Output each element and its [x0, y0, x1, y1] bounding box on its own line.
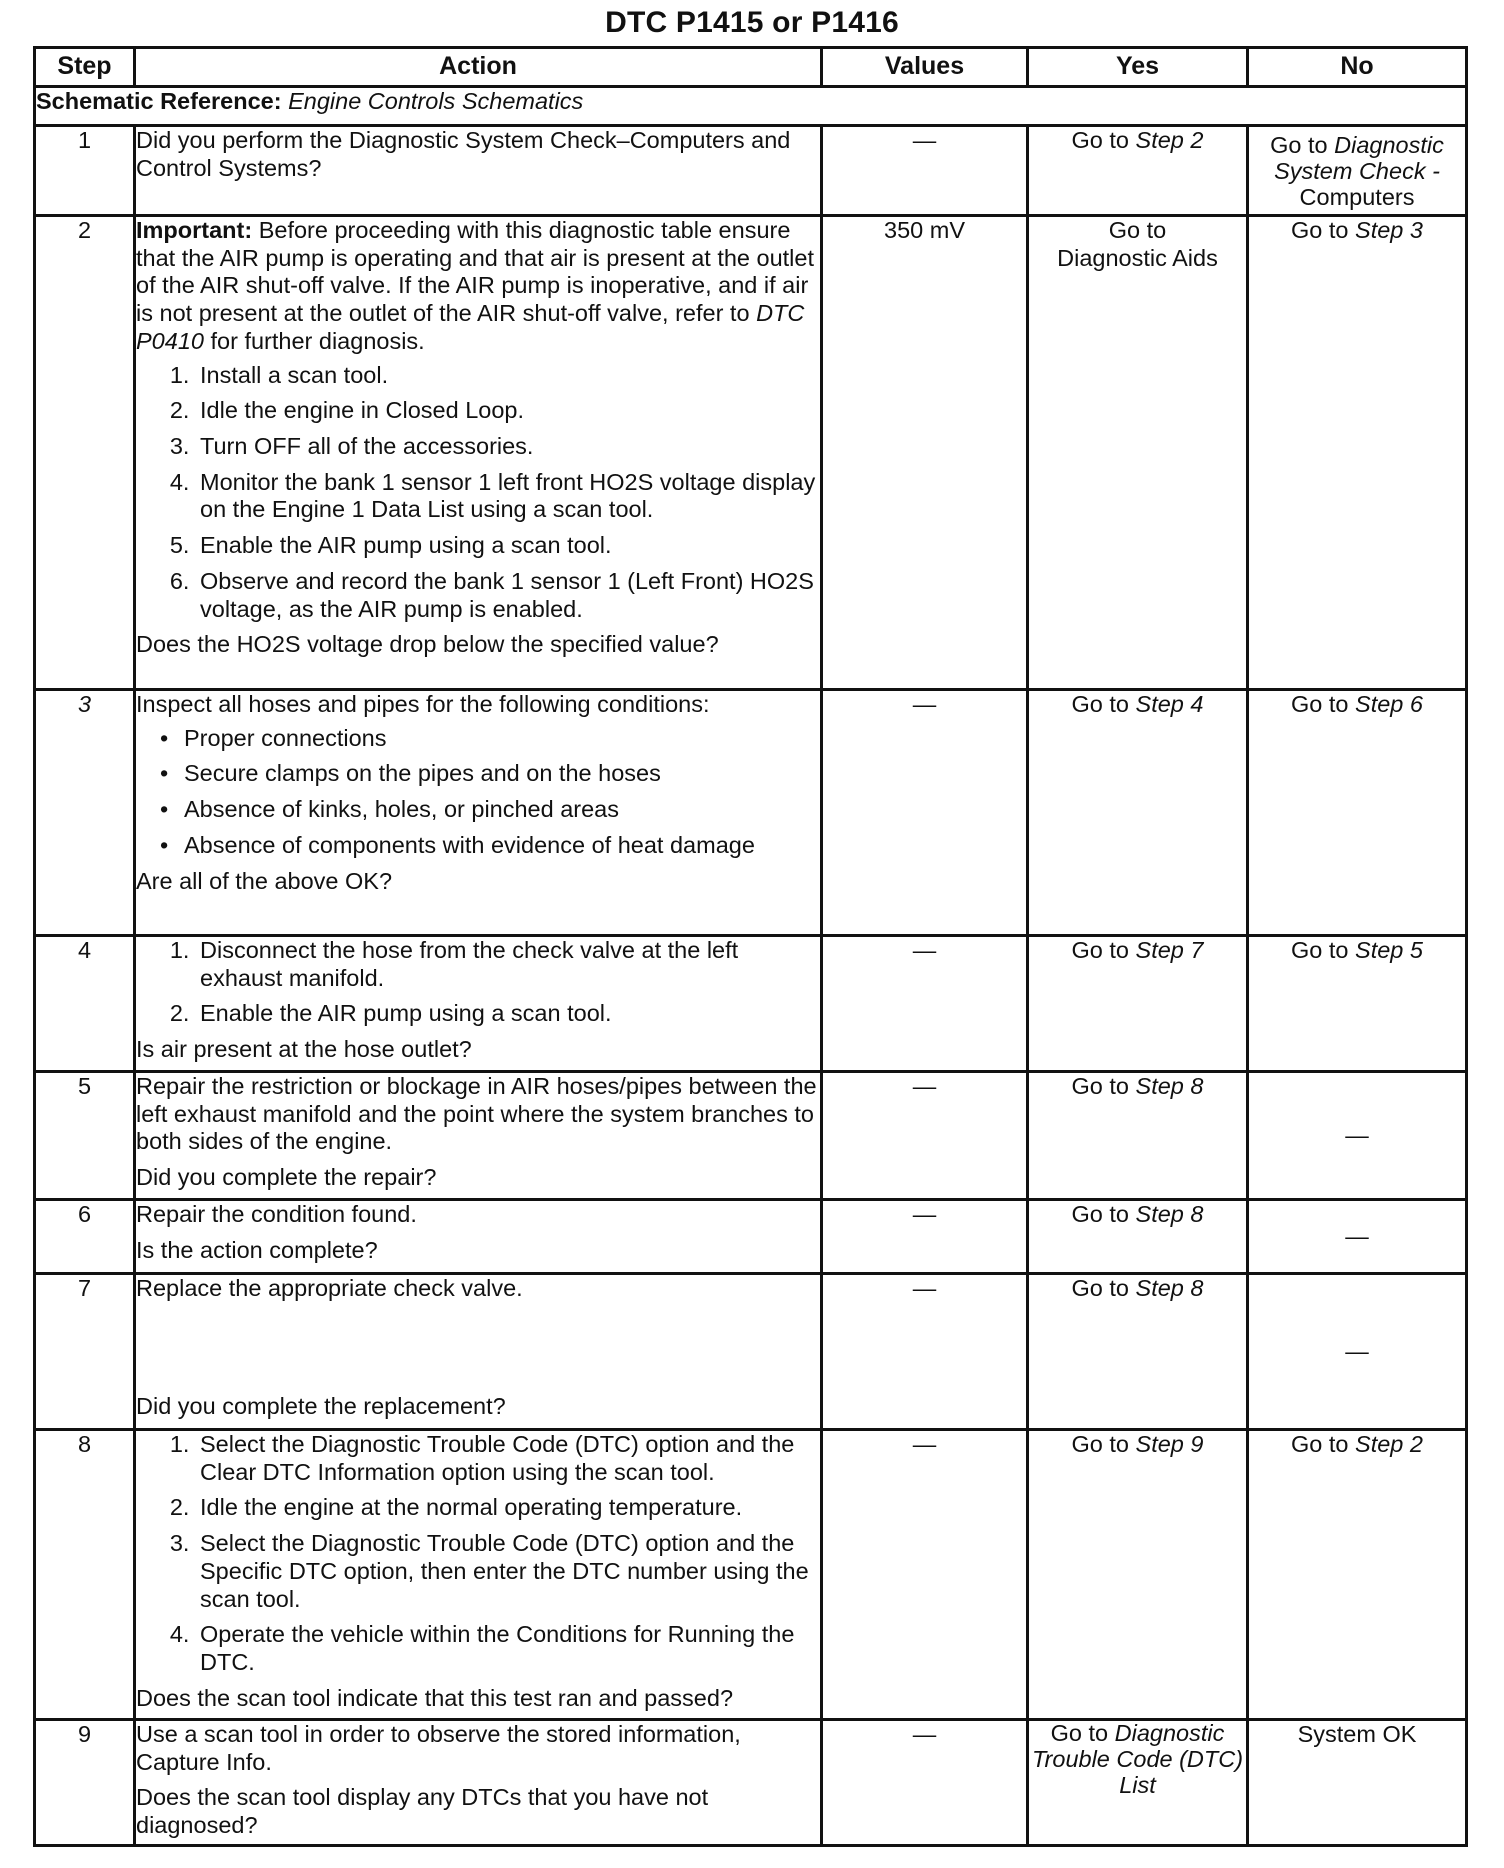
substep-list	[136, 1431, 820, 1677]
go-to-text: Go to	[1270, 132, 1328, 158]
no-cell: —	[1248, 1274, 1467, 1430]
no-link[interactable]: Step 5	[1355, 937, 1423, 963]
go-to-text: Go to	[1108, 217, 1167, 243]
list-item: 1. Install a scan tool.	[196, 362, 820, 390]
step-number: 4	[35, 936, 135, 1072]
condition-list	[136, 725, 820, 860]
list-item: • Absence of components with evidence of heat damage	[184, 832, 820, 860]
step-text: Repair the condition found.	[136, 1201, 417, 1227]
no-cell	[1248, 216, 1467, 690]
go-to-text: Go to	[1071, 1431, 1129, 1457]
step-action	[135, 1274, 822, 1430]
yes-cell	[1028, 1430, 1248, 1720]
step-question: Did you complete the replacement?	[136, 1393, 506, 1420]
no-cell: —	[1248, 1072, 1467, 1200]
no-link-suffix: Computers	[1299, 183, 1415, 210]
step-text: Repair the restriction or blockage in AIR hoses/pipes between the left exhaust manifold and the point where the system branches to both sides of the engine.	[136, 1073, 817, 1155]
header-action: Action	[135, 48, 822, 87]
step-number: 1	[35, 126, 135, 216]
step-action	[135, 126, 822, 216]
go-to-text: Go to	[1071, 1073, 1129, 1099]
step-action	[135, 1072, 822, 1200]
diagnostic-table	[33, 46, 1468, 1847]
table-row	[35, 1720, 1467, 1846]
substep-list	[136, 362, 820, 624]
dtc-p0410-link[interactable]: DTC P0410	[136, 300, 805, 354]
step-value: —	[822, 1720, 1028, 1846]
no-cell	[1248, 126, 1467, 216]
table-row	[35, 1200, 1467, 1274]
table-row	[35, 936, 1467, 1072]
yes-link[interactable]: Step 8	[1135, 1201, 1204, 1227]
list-item: 1. Select the Diagnostic Trouble Code (DTC) option and the Clear DTC Information option using the scan tool.	[196, 1431, 820, 1486]
step-number: 2	[35, 216, 135, 690]
step-value: 350 mV	[822, 216, 1028, 690]
important-text-end: for further diagnosis.	[210, 327, 425, 354]
header-row	[35, 48, 1467, 87]
step-intro: Inspect all hoses and pipes for the following conditions:	[136, 691, 710, 717]
table-row	[35, 216, 1467, 690]
step-question: Did you complete the repair?	[136, 1164, 437, 1191]
go-to-text: Go to	[1291, 937, 1349, 963]
schematic-reference	[35, 87, 1467, 126]
schematic-reference-link[interactable]: Engine Controls Schematics	[288, 88, 584, 114]
no-link[interactable]: Step 3	[1355, 217, 1423, 243]
yes-cell	[1028, 936, 1248, 1072]
step-action	[135, 216, 822, 690]
go-to-text: Go to	[1291, 691, 1349, 717]
no-cell: System OK	[1248, 1720, 1467, 1846]
list-item: 3. Select the Diagnostic Trouble Code (DTC) option and the Specific DTC option, then enter the DTC number using the scan tool.	[196, 1530, 820, 1613]
step-action	[135, 1200, 822, 1274]
table-row	[35, 1430, 1467, 1720]
go-to-text: Go to	[1291, 1431, 1349, 1457]
step-value: —	[822, 1274, 1028, 1430]
go-to-text: Go to	[1291, 217, 1349, 243]
step-value: —	[822, 1200, 1028, 1274]
yes-link[interactable]: Step 9	[1135, 1431, 1204, 1457]
table-row	[35, 690, 1467, 936]
step-question: Is air present at the hose outlet?	[136, 1036, 472, 1063]
header-no: No	[1248, 48, 1467, 87]
step-action	[135, 936, 822, 1072]
step-question: Does the scan tool indicate that this test ran and passed?	[136, 1684, 734, 1711]
go-to-text: Go to	[1071, 691, 1129, 717]
yes-link[interactable]: Step 4	[1135, 691, 1204, 717]
step-value: —	[822, 936, 1028, 1072]
yes-cell	[1028, 1200, 1248, 1274]
header-yes: Yes	[1028, 48, 1248, 87]
step-number: 6	[35, 1200, 135, 1274]
list-item: 5. Enable the AIR pump using a scan tool.	[196, 532, 820, 560]
step-text: Replace the appropriate check valve.	[136, 1275, 523, 1301]
go-to-text: Go to	[1071, 1275, 1129, 1301]
table-row	[35, 126, 1467, 216]
yes-cell	[1028, 216, 1248, 690]
table-row	[35, 1274, 1467, 1430]
step-question: Does the HO2S voltage drop below the specified value?	[136, 631, 719, 658]
list-item: 3. Turn OFF all of the accessories.	[196, 433, 820, 461]
yes-link[interactable]: Step 8	[1135, 1275, 1204, 1301]
go-to-text: Go to	[1071, 1201, 1129, 1227]
yes-cell	[1028, 690, 1248, 936]
no-link[interactable]: Step 6	[1355, 691, 1423, 717]
step-number: 3	[35, 690, 135, 936]
yes-link[interactable]: Step 8	[1135, 1073, 1204, 1099]
go-to-text: Go to	[1071, 937, 1129, 963]
important-note	[136, 217, 820, 356]
list-item: 2. Idle the engine at the normal operating temperature.	[196, 1494, 820, 1522]
table-row	[35, 1072, 1467, 1200]
step-action	[135, 690, 822, 936]
yes-cell	[1028, 1720, 1248, 1846]
header-step: Step	[35, 48, 135, 87]
yes-cell	[1028, 126, 1248, 216]
header-values: Values	[822, 48, 1028, 87]
yes-link[interactable]: Step 2	[1135, 127, 1204, 153]
step-value: —	[822, 126, 1028, 216]
list-item: 4. Monitor the bank 1 sensor 1 left front HO2S voltage display on the Engine 1 Data List using a scan tool.	[196, 469, 820, 524]
schematic-reference-label: Schematic Reference:	[36, 88, 282, 114]
step-action	[135, 1430, 822, 1720]
yes-link[interactable]: Diagnostic Aids	[1057, 244, 1218, 271]
page-title: DTC P1415 or P1416	[605, 6, 899, 39]
no-link[interactable]: Step 2	[1355, 1431, 1423, 1457]
list-item: 2. Enable the AIR pump using a scan tool.	[196, 1000, 820, 1028]
list-item: • Secure clamps on the pipes and on the hoses	[184, 760, 820, 788]
schematic-reference-row	[35, 87, 1467, 126]
yes-link[interactable]: Diagnostic Trouble Code (DTC) List	[1031, 1720, 1244, 1798]
go-to-text: Go to	[1050, 1720, 1109, 1746]
step-question: Does the scan tool display any DTCs that you have not diagnosed?	[136, 1784, 709, 1839]
list-item: • Proper connections	[184, 725, 820, 753]
step-number: 9	[35, 1720, 135, 1846]
step-question: Did you perform the Diagnostic System Check–Computers and Control Systems?	[136, 127, 791, 181]
no-cell	[1248, 1430, 1467, 1720]
list-item: • Absence of kinks, holes, or pinched areas	[184, 796, 820, 824]
list-item: 2. Idle the engine in Closed Loop.	[196, 397, 820, 425]
step-value: —	[822, 690, 1028, 936]
go-to-text: Go to	[1071, 127, 1129, 153]
no-cell	[1248, 936, 1467, 1072]
important-text: Before proceeding with this diagnostic table ensure that the AIR pump is operating and that air is present at the outlet of the AIR shut-off valve. If the AIR pump is inoperative, and if air is not present at the outlet of the AIR shut-off valve, refer to	[136, 217, 815, 327]
no-link[interactable]: Diagnostic System Check -	[1274, 132, 1444, 184]
step-question: Are all of the above OK?	[136, 867, 393, 894]
substep-list	[136, 937, 820, 1028]
step-text: Use a scan tool in order to observe the stored information, Capture Info.	[136, 1721, 741, 1775]
no-cell	[1248, 690, 1467, 936]
step-number: 8	[35, 1430, 135, 1720]
yes-cell	[1028, 1072, 1248, 1200]
step-number: 5	[35, 1072, 135, 1200]
step-question: Is the action complete?	[136, 1236, 378, 1263]
important-label: Important:	[136, 217, 253, 243]
step-number: 7	[35, 1274, 135, 1430]
no-cell: —	[1248, 1200, 1467, 1274]
step-value: —	[822, 1430, 1028, 1720]
list-item: 1. Disconnect the hose from the check valve at the left exhaust manifold.	[196, 937, 820, 992]
list-item: 4. Operate the vehicle within the Conditions for Running the DTC.	[196, 1621, 820, 1676]
step-value: —	[822, 1072, 1028, 1200]
yes-cell	[1028, 1274, 1248, 1430]
list-item: 6. Observe and record the bank 1 sensor 1 (Left Front) HO2S voltage, as the AIR pump is enabled.	[196, 568, 820, 623]
step-action	[135, 1720, 822, 1846]
yes-link[interactable]: Step 7	[1135, 937, 1204, 963]
